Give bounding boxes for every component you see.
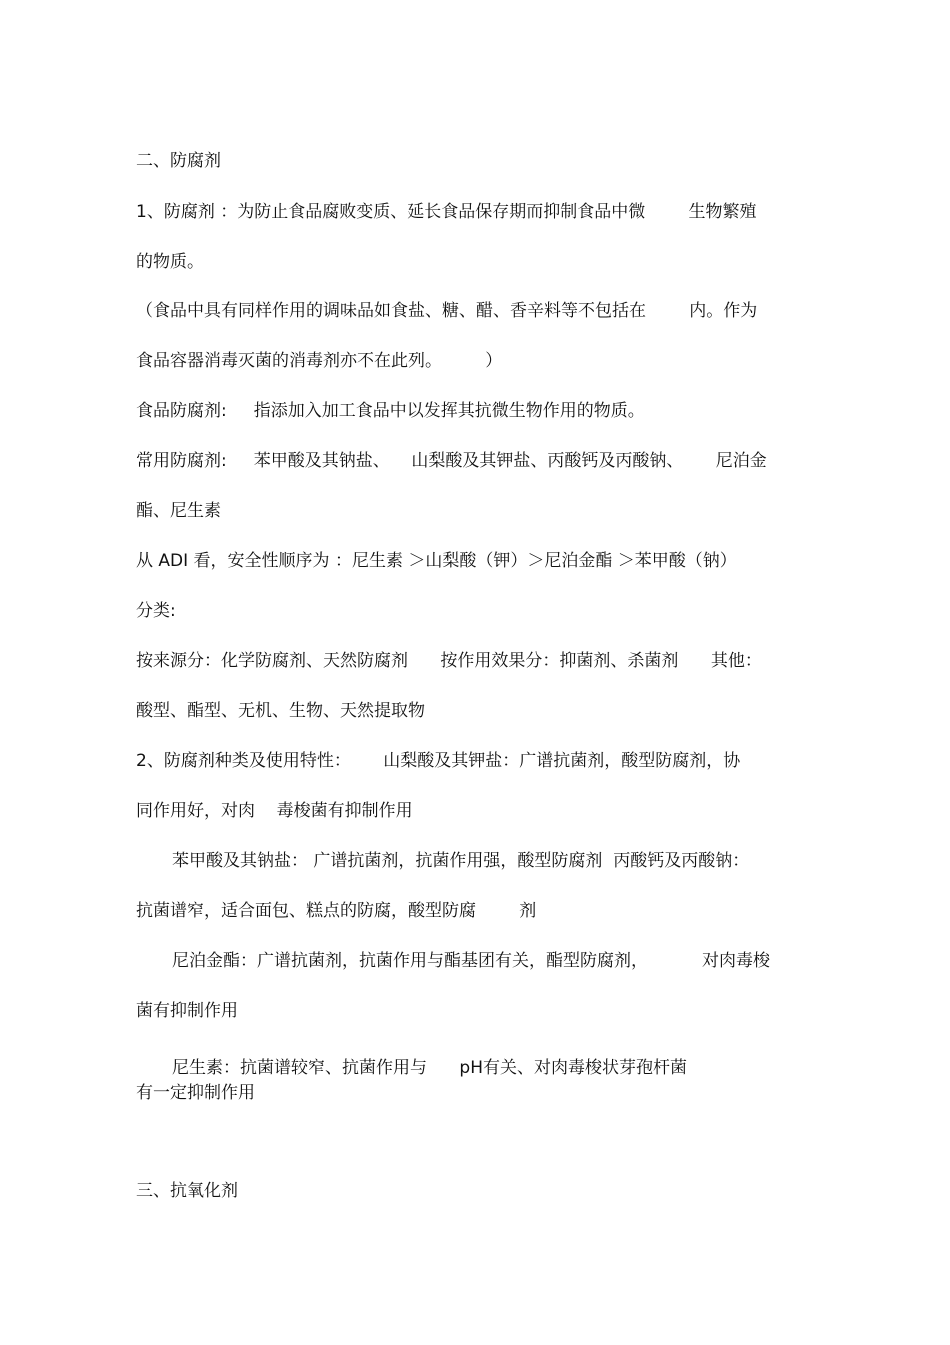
paragraph-line-18: 尼生素：抗菌谱较窄、抗菌作用与 pH有关、对肉毒梭状芽孢杆菌 bbox=[172, 1058, 687, 1078]
paragraph-line-6: 常用防腐剂: 苯甲酸及其钠盐、 山梨酸及其钾盐、丙酸钙及丙酸钠、 尼泊金 bbox=[136, 451, 767, 471]
paragraph-line-12: 2、防腐剂种类及使用特性： 山梨酸及其钾盐：广谱抗菌剂，酸型防腐剂，协 bbox=[136, 751, 741, 771]
paragraph-line-19: 有一定抑制作用 bbox=[136, 1083, 255, 1103]
paragraph-line-8: 从 ADI 看，安全性顺序为 ：尼生素 ＞山梨酸（钾）＞尼泊金酯 ＞苯甲酸（钠） bbox=[136, 551, 737, 571]
paragraph-line-9: 分类: bbox=[136, 601, 176, 621]
paragraph-line-3: （食品中具有同样作用的调味品如食盐、糖、醋、香辛料等不包括在 内。作为 bbox=[136, 301, 758, 321]
paragraph-line-10: 按来源分：化学防腐剂、天然防腐剂 按作用效果分：抑菌剂、杀菌剂 其他： bbox=[136, 651, 762, 671]
paragraph-line-13: 同作用好，对肉 毒梭菌有抑制作用 bbox=[136, 801, 413, 821]
paragraph-line-15: 抗菌谱窄，适合面包、糕点的防腐，酸型防腐 剂 bbox=[136, 901, 537, 921]
paragraph-line-4: 食品容器消毒灭菌的消毒剂亦不在此列。 ） bbox=[136, 351, 503, 371]
paragraph-line-5: 食品防腐剂: 指添加入加工食品中以发挥其抗微生物作用的物质。 bbox=[136, 401, 645, 421]
section-heading-preservatives: 二、防腐剂 bbox=[136, 151, 221, 171]
paragraph-line-14: 苯甲酸及其钠盐： 广谱抗菌剂，抗菌作用强，酸型防腐剂 丙酸钙及丙酸钠： bbox=[172, 851, 750, 871]
section-heading-antioxidants: 三、抗氧化剂 bbox=[136, 1181, 238, 1201]
paragraph-line-1: 1、防腐剂 ：为防止食品腐败变质、延长食品保存期而抑制食品中微 生物繁殖 bbox=[136, 202, 757, 222]
paragraph-line-11: 酸型、酯型、无机、生物、天然提取物 bbox=[136, 701, 425, 721]
paragraph-line-16: 尼泊金酯：广谱抗菌剂，抗菌作用与酯基团有关，酯型防腐剂， 对肉毒梭 bbox=[172, 951, 771, 971]
paragraph-line-2: 的物质。 bbox=[136, 252, 204, 272]
paragraph-line-17: 菌有抑制作用 bbox=[136, 1001, 238, 1021]
paragraph-line-7: 酯、尼生素 bbox=[136, 501, 221, 521]
